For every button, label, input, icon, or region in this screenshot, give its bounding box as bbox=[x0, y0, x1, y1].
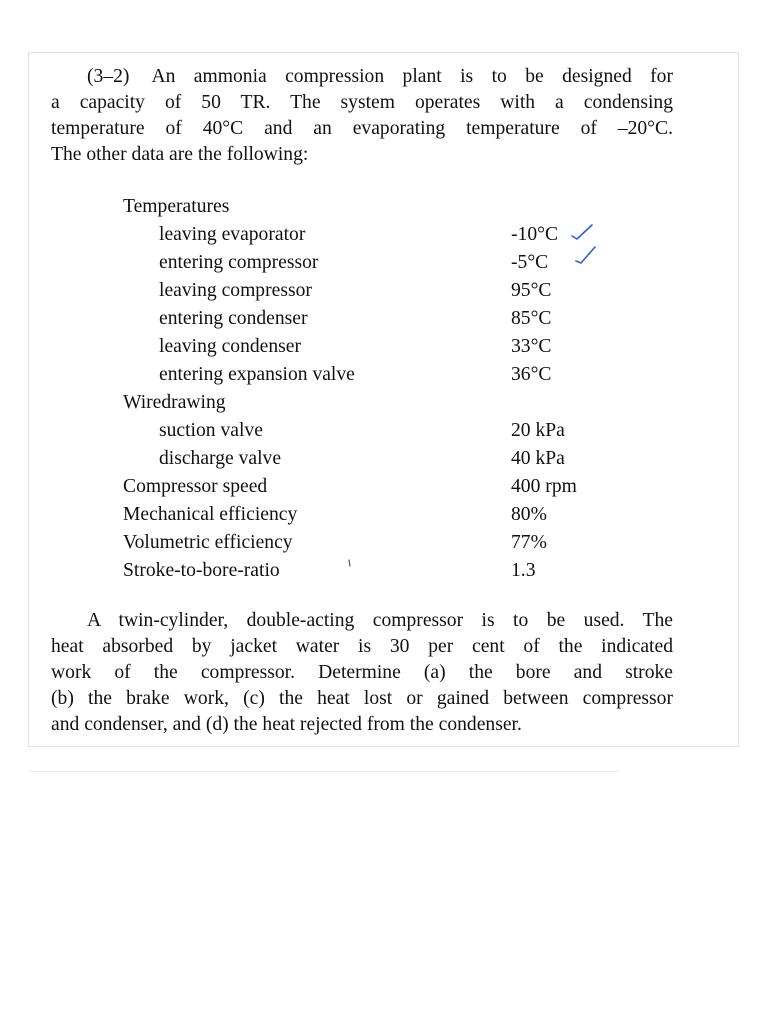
task-line: and condenser, and (d) the heat rejected from the condenser. bbox=[51, 714, 522, 735]
table-row-label: suction valve bbox=[159, 420, 263, 441]
problem-line: The other data are the following: bbox=[51, 144, 309, 165]
table-row-value: 40 kPa bbox=[511, 448, 565, 469]
table-row-value: 33°C bbox=[511, 336, 552, 357]
table-row-label: leaving evaporator bbox=[159, 224, 306, 245]
table-row-value: 20 kPa bbox=[511, 420, 565, 441]
table-row-value: 1.3 bbox=[511, 560, 536, 581]
table-row-label: leaving condenser bbox=[159, 336, 301, 357]
problem-statement bbox=[51, 64, 673, 168]
table-row-value: 80% bbox=[511, 504, 547, 525]
table-row-label: entering expansion valve bbox=[159, 364, 355, 385]
problem-text: An ammonia compression plant is to be designed for bbox=[151, 66, 673, 87]
table-row-value: -5°C bbox=[511, 252, 549, 273]
task-line: work of the compressor. Determine (a) the bore and stroke bbox=[51, 662, 673, 683]
task-statement bbox=[51, 608, 673, 738]
checkmark-icon bbox=[572, 225, 592, 239]
table-row-label: Temperatures bbox=[123, 196, 230, 217]
table-row-label: Wiredrawing bbox=[123, 392, 226, 413]
table-row-value: 400 rpm bbox=[511, 476, 577, 497]
table-row-value: 77% bbox=[511, 532, 547, 553]
table-row-label: leaving compressor bbox=[159, 280, 312, 301]
task-line: A twin-cylinder, double-acting compressor is to be used. The bbox=[87, 610, 673, 631]
table-row-value: 36°C bbox=[511, 364, 552, 385]
table-row-label: Compressor speed bbox=[123, 476, 268, 497]
table-row-value: 85°C bbox=[511, 308, 552, 329]
table-row-label: Stroke-to-bore-ratio bbox=[123, 560, 280, 581]
table-row-label: entering compressor bbox=[159, 252, 319, 273]
table-row-label: Mechanical efficiency bbox=[123, 504, 298, 525]
problem-line bbox=[51, 64, 673, 90]
table-row-value: 95°C bbox=[511, 280, 552, 301]
problem-line: a capacity of 50 TR. The system operates with a condensing bbox=[51, 92, 673, 113]
handwritten-checkmarks bbox=[568, 218, 608, 268]
task-line: heat absorbed by jacket water is 30 per cent of the indicated bbox=[51, 636, 673, 657]
problem-line: temperature of 40°C and an evaporating temperature of –20°C. bbox=[51, 118, 673, 139]
table-row-label: entering condenser bbox=[159, 308, 308, 329]
pen-stroke-icon bbox=[344, 557, 356, 573]
task-line: (b) the brake work, (c) the heat lost or gained between compressor bbox=[51, 688, 673, 709]
problem-number: (3–2) bbox=[87, 66, 130, 87]
table-row-value: -10°C bbox=[511, 224, 559, 245]
page-divider bbox=[28, 771, 620, 772]
table-row-label: Volumetric efficiency bbox=[123, 532, 293, 553]
table-row-label: discharge valve bbox=[159, 448, 282, 469]
checkmark-icon bbox=[576, 247, 595, 263]
